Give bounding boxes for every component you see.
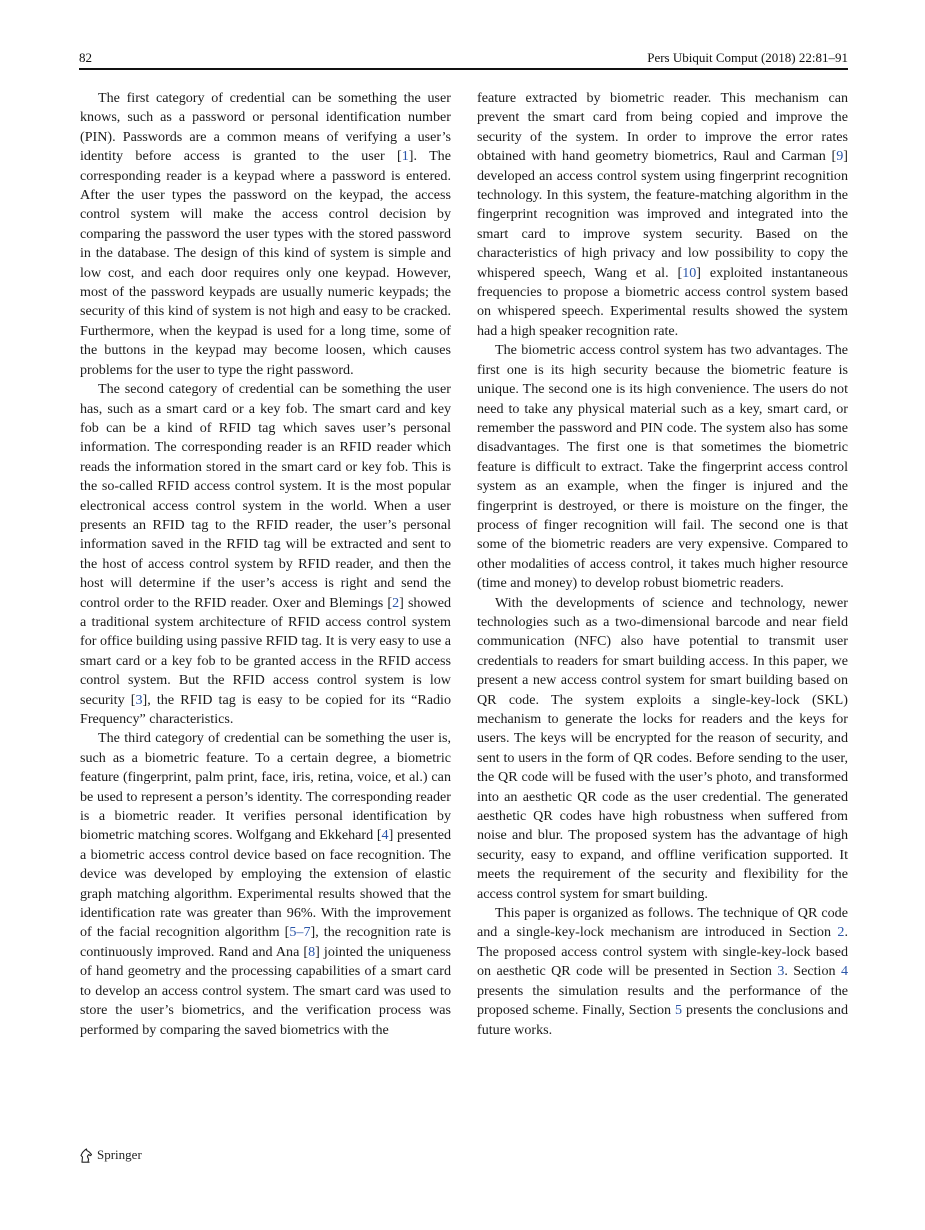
citation-link[interactable]: 2 xyxy=(392,594,400,611)
citation-link[interactable]: 5–7 xyxy=(289,924,311,941)
journal-citation: Pers Ubiquit Comput (2018) 22:81–91 xyxy=(647,50,848,65)
paragraph-biometric-credential: The third category of credential can be something the user is, such as a biometric feature. To a certain degree, a biometric feature (fingerprint, palm print, face, iris, retina, voice, et al.) can be used to represent a person’s identity. The corresponding reader is a biometric reader. It verifies personal identification by biometric matching scores. Wolfgang and Ekkehard [4] presented a biometric access control device based on face recognition. The device was developed by employing the extension of elastic graph matching algorithm. Experimental results showed that the identification rate was greater than 96%. With the improvement of the facial recognition algorithm [5–7], the recognition rate is continuously improved. Rand and Ana [8] jointed the uniqueness of hand geometry and the processing capabilities of a smart card to develop an access control system. The smart card was used to store the user’s biometrics, and the verification process was performed by comparing the saved biometrics with the xyxy=(80,730,451,1038)
paragraph-biometric-advantages: The biometric access control system has two advantages. The first one is its high security because the biometric feature is unique. The second one is its high convenience. The users do not need to take any physical material such as a key, smart card, or remember the password and PIN code. The system also has some disadvantages. The first one is that sometimes the biometric feature is difficult to extract. Take the fingerprint access control system as an example, when the finger is injured and the fingerprint is destroyed, or there is moisture on the finger, the process of finger recognition will fail. The second one is that some of the biometric readers are very expensive. Compared to other modalities of access control, it takes much higher resource (time and money) to develop robust biometric readers. xyxy=(477,342,848,592)
section-link[interactable]: 4 xyxy=(840,963,848,980)
publisher-name: Springer xyxy=(97,1147,142,1162)
left-column xyxy=(80,89,451,1040)
citation-link[interactable]: 8 xyxy=(308,943,316,960)
springer-horse-icon xyxy=(79,1148,93,1163)
citation-link[interactable]: 9 xyxy=(836,148,844,165)
section-link[interactable]: 5 xyxy=(674,1002,683,1019)
page-number: 82 xyxy=(79,50,92,65)
right-column xyxy=(477,89,848,1040)
citation-link[interactable]: 1 xyxy=(401,148,409,165)
citation-link[interactable]: 4 xyxy=(381,827,389,844)
paragraph-password-credential: The first category of credential can be something the user knows, such as a password or personal identification number (PIN). Passwords are a common means of verifying a user’s identity before access is granted to the user [1]. The corresponding reader is a keypad where a password is entered. After the user types the password on the keypad, the access control system will make the access control decision by comparing the password the user types with the stored password in the database. The design of this kind of system is simple and low cost, and each door requires only one keypad. However, most of the password keypads are usually numeric keypads; the security of this kind of system is not high and easy to be cracked. Furthermore, when the keypad is used for a long time, some of the buttons in the keypad may become loosen, which causes problems for the user to type the right password. xyxy=(80,90,451,378)
header-rule xyxy=(79,68,848,70)
paragraph-rfid-credential: The second category of credential can be something the user has, such as a smart card or a key fob. The smart card and key fob can be a kind of RFID tag which saves user’s personal information. The corresponding reader is an RFID reader which reads the information stored in the smart card or key fob. This is the so-called RFID access control system. It is the most popular electronical access control system in the world. When a user presents an RFID tag to the RFID reader, the user’s personal information saved in the RFID tag will be extracted and sent to the host of access control system by RFID reader, and then the host will determine if the user’s access is right and send the control order to the RFID reader. Oxer and Blemings [2] showed a traditional system architecture of RFID access control system for office building using passive RFID tag. It is very easy to use a smart card or a key fob to be granted access in the RFID access control system. But the RFID access control system is low security [3], the RFID tag is easy to be copied for its “Radio Frequency” characteristics. xyxy=(80,381,451,727)
paragraph-organization: This paper is organized as follows. The technique of QR code and a single-key-lock mechanism are introduced in Section 2. The proposed access control system with single-key-lock based on aesthetic QR code will be presented in Section 3. Section 4 presents the simulation results and the performance of the proposed scheme. Finally, Section 5 presents the conclusions and future works. xyxy=(477,905,848,1038)
citation-link[interactable]: 3 xyxy=(135,691,143,708)
page-footer xyxy=(79,1145,142,1165)
section-link[interactable]: 3 xyxy=(777,963,785,980)
paragraph-proposed-system: With the developments of science and technology, newer technologies such as a two-dimensional barcode and near field communication (NFC) also have potential to transmit user credentials to readers for smart building access. In this paper, we present a new access control system for smart building based on QR code. The system exploits a single-key-lock (SKL) mechanism to generate the locks for readers and the keys for users. The keys will be encrypted for the reason of security, and sent to users in the form of QR codes. Before sending to the user, the QR code will be fused with the user’s photo, and transformed into an aesthetic QR code as the user credential. The generated aesthetic QR codes have high robustness when suffered from noise and blur. The proposed system has the advantage of high security, easy to expand, and offline verification supported. It meets the requirement of the security and flexibility for the access control system for smart building. xyxy=(477,594,848,902)
page-header xyxy=(79,50,848,70)
citation-link[interactable]: 10 xyxy=(682,264,697,281)
section-link[interactable]: 2 xyxy=(837,924,845,941)
paragraph-biometric-continued: feature extracted by biometric reader. This mechanism can prevent the smart card from being copied and improve the security of the system. In order to improve the error rates obtained with hand geometry biometrics, Raul and Carman [9] developed an access control system using fingerprint recognition technology. In this system, the feature-matching algorithm in the fingerprint recognition was improved and integrated into the smart card to improve system security. Based on the characteristics of high privacy and low possibility to copy the whispered speech, Wang et al. [10] exploited instantaneous frequencies to propose a biometric access control system based on whispered speech. Experimental results showed the system had a high speaker recognition rate. xyxy=(477,90,848,339)
